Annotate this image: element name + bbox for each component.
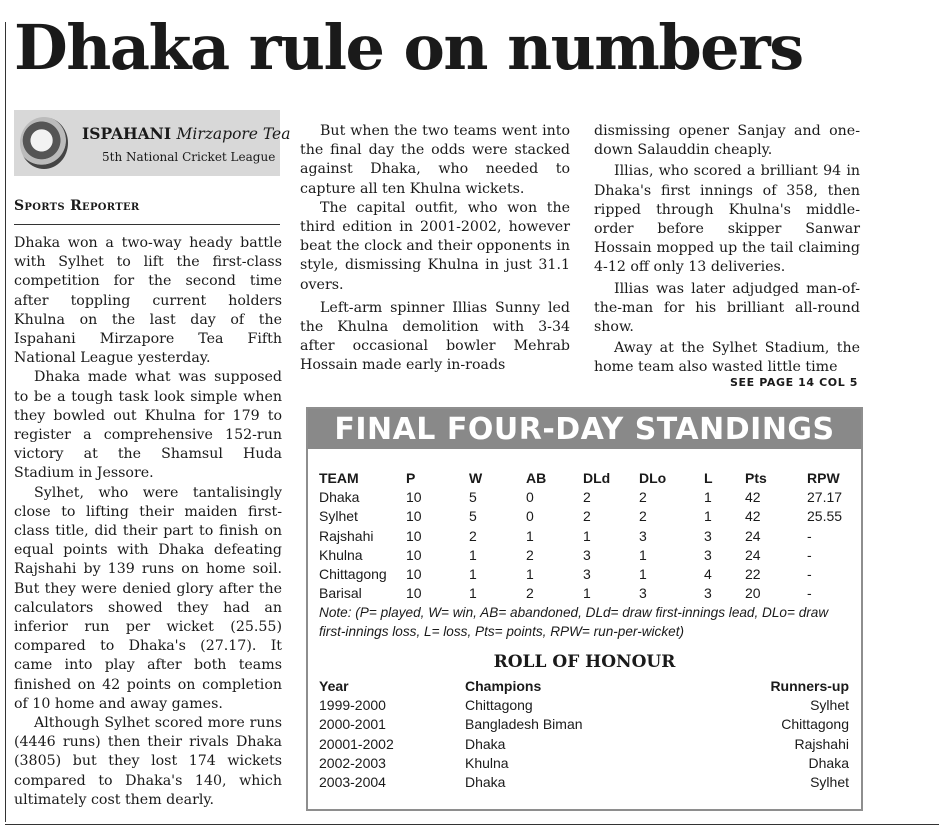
- table-cell: Khulna: [465, 754, 509, 771]
- table-cell: 4: [704, 566, 712, 582]
- table-cell: 25.55: [807, 508, 843, 525]
- table-row: [319, 754, 849, 773]
- table-cell: 3: [583, 566, 591, 582]
- paragraph: Away at the Sylhet Stadium, the home team also wasted little time: [594, 340, 860, 376]
- table-row: [319, 773, 849, 792]
- table-cell: Rajshahi: [794, 735, 849, 752]
- tea-pack-emblem-icon: [20, 117, 68, 169]
- table-cell: 10: [406, 527, 422, 544]
- paragraph: Dhaka won a two-way heady battle with Sylhet to lift the first-class competition for the second time after toppling current holders Khulna on the last day of the Ispahani Mirzapore Tea Fifth National League yesterday.: [14, 235, 282, 367]
- byline: Sports Reporter: [14, 198, 140, 214]
- table-cell: 2000-2001: [319, 716, 386, 733]
- table-cell: Khulna: [319, 546, 363, 563]
- table-cell: 1: [469, 585, 477, 602]
- table-cell: Sylhet: [810, 697, 849, 714]
- standings-box: [306, 407, 863, 811]
- sponsor-subtitle: 5th National Cricket League: [102, 150, 276, 164]
- header-cell: DLo: [639, 470, 667, 486]
- paragraph: The capital outfit, who won the third edition in 2001-2002, however beat the clock and their opponents in style, dismissing Khulna in just 31.1 overs.: [300, 199, 570, 293]
- continued-link[interactable]: SEE PAGE 14 COL 5: [730, 376, 858, 389]
- paragraph: Although Sylhet scored more runs (4446 runs) then their rivals Dhaka (3805) but they lost 174 wickets compared to Dhaka's 140, which ultimately cost them dearly.: [14, 715, 282, 808]
- table-cell: 3: [639, 585, 647, 602]
- table-cell: 10: [406, 566, 422, 582]
- table-cell: 2003-2004: [319, 774, 386, 790]
- table-cell: 1: [583, 585, 591, 602]
- table-cell: 3: [704, 585, 712, 602]
- table-cell: Chittagong: [465, 697, 533, 714]
- table-cell: -: [807, 585, 812, 602]
- table-cell: Rajshahi: [319, 527, 374, 544]
- table-cell: Sylhet: [810, 774, 849, 790]
- paragraph: But when the two teams went into the final day the odds were stacked against Dhaka, who needed to capture all ten Khulna wickets.: [300, 123, 570, 197]
- table-cell: 3: [583, 546, 591, 563]
- header-cell: Champions: [465, 678, 542, 694]
- header-cell: Runners-up: [770, 678, 849, 694]
- table-cell: 1: [526, 566, 534, 582]
- table-cell: Chittagong: [319, 566, 387, 582]
- standings-note: Note: (P= played, W= win, AB= abandoned, DLd= draw first-innings lead, DLo= draw first-innings loss, L= loss, Pts= points, RPW= run-per-wicket): [319, 605, 829, 639]
- left-column-rule: [5, 22, 6, 822]
- table-cell: 2: [583, 489, 591, 506]
- table-cell: 2: [526, 585, 534, 602]
- article-column-3: [594, 122, 860, 378]
- table-cell: Sylhet: [319, 508, 358, 525]
- article-column-1: [14, 234, 282, 810]
- table-cell: -: [807, 527, 812, 544]
- paragraph: Sylhet, who were tantalisingly close to lifting their maiden first-class title, did their part to finish on equal points with Dhaka defeating Rajshahi by 139 runs on home soil. But they were denied glory after the calculators showed they had an inferior run per wicket (25.55) compared to Dhaka's (27.17). It came into play after both teams finished on 42 points on completion of 10 home and away games.: [14, 484, 282, 712]
- table-cell: 3: [704, 546, 712, 563]
- table-row: [319, 696, 849, 715]
- table-cell: Barisal: [319, 585, 362, 602]
- table-cell: 10: [406, 585, 422, 602]
- table-cell: 10: [406, 508, 422, 525]
- table-cell: 2002-2003: [319, 754, 386, 771]
- header-cell: DLd: [583, 470, 611, 486]
- sponsor-logo-box: [14, 110, 291, 176]
- header-cell: Year: [319, 678, 349, 694]
- table-cell: Dhaka: [465, 735, 506, 752]
- table-cell: 20001-2002: [319, 735, 394, 752]
- table-cell: 1: [704, 508, 712, 525]
- table-cell: 3: [639, 527, 647, 544]
- table-cell: 1: [583, 527, 591, 544]
- table-cell: 0: [526, 508, 534, 525]
- table-cell: Bangladesh Biman: [465, 716, 583, 733]
- table-row: [319, 715, 849, 734]
- paragraph: Illias, who scored a brilliant 94 in Dhaka's first innings of 358, then ripped through Khulna's middle-order before skipper Sanwar Hossain mopped up the tail claiming 4-12 off only 13 deliveries.: [594, 163, 860, 276]
- table-cell: 1: [704, 489, 712, 506]
- table-header-row: [319, 677, 849, 696]
- header-cell: Pts: [745, 470, 767, 486]
- paragraph: Left-arm spinner Illias Sunny led the Khulna demolition with 3-34 after occasional bowler Mehrab Hossain made early in-roads: [300, 299, 570, 374]
- table-cell: 5: [469, 508, 477, 525]
- header-cell: TEAM: [319, 470, 359, 486]
- table-cell: 24: [745, 546, 761, 563]
- table-cell: Dhaka: [465, 774, 506, 790]
- table-cell: 1: [526, 527, 534, 544]
- table-cell: 5: [469, 489, 477, 506]
- table-cell: 24: [745, 527, 761, 544]
- table-cell: 2: [639, 489, 647, 506]
- table-cell: Dhaka: [808, 754, 849, 771]
- table-cell: 42: [745, 508, 761, 525]
- table-cell: 27.17: [807, 489, 843, 506]
- table-cell: Chittagong: [781, 716, 849, 733]
- table-cell: 3: [704, 527, 712, 544]
- table-cell: 2: [469, 527, 477, 544]
- table-cell: -: [807, 566, 812, 582]
- table-cell: 0: [526, 489, 534, 506]
- table-cell: 2: [526, 546, 534, 563]
- table-cell: 22: [745, 566, 761, 582]
- table-cell: Dhaka: [319, 489, 360, 506]
- bottom-rule: [5, 824, 939, 825]
- paragraph: dismissing opener Sanjay and one-down Salauddin cheaply.: [594, 123, 860, 159]
- table-cell: 10: [406, 489, 422, 506]
- honour-title: ROLL OF HONOUR: [493, 652, 676, 672]
- header-cell: P: [406, 470, 416, 486]
- paragraph: Illias was later adjudged man-of-the-man for his brilliant all-round show.: [594, 280, 860, 336]
- table-cell: 1: [469, 546, 477, 563]
- table-cell: 20: [745, 585, 761, 602]
- table-cell: 2: [639, 508, 647, 525]
- header-cell: AB: [526, 470, 547, 486]
- table-cell: 1999-2000: [319, 697, 386, 714]
- table-cell: 1: [639, 546, 647, 563]
- paragraph: Dhaka made what was supposed to be a tough task look simple when they bowled out Khulna for 179 to register a comprehensive 152-run victory at the Shamsul Huda Stadium in Jessore.: [14, 369, 282, 482]
- header-cell: RPW: [807, 470, 840, 486]
- header-cell: L: [704, 470, 713, 486]
- table-cell: 2: [583, 508, 591, 525]
- table-cell: 1: [639, 566, 647, 582]
- article-column-2: [300, 122, 570, 376]
- header-cell: W: [469, 470, 483, 486]
- table-cell: 10: [406, 546, 422, 563]
- standings-title: FINAL FOUR-DAY STANDINGS: [308, 409, 861, 449]
- sponsor-name: ISPAHANI Mirzapore Tea: [82, 124, 291, 143]
- table-cell: 1: [469, 566, 477, 582]
- table-row: [319, 735, 849, 754]
- table-cell: -: [807, 546, 812, 563]
- headline: Dhaka rule on numbers: [14, 11, 803, 84]
- byline-divider: [14, 224, 280, 225]
- table-cell: 42: [745, 489, 761, 506]
